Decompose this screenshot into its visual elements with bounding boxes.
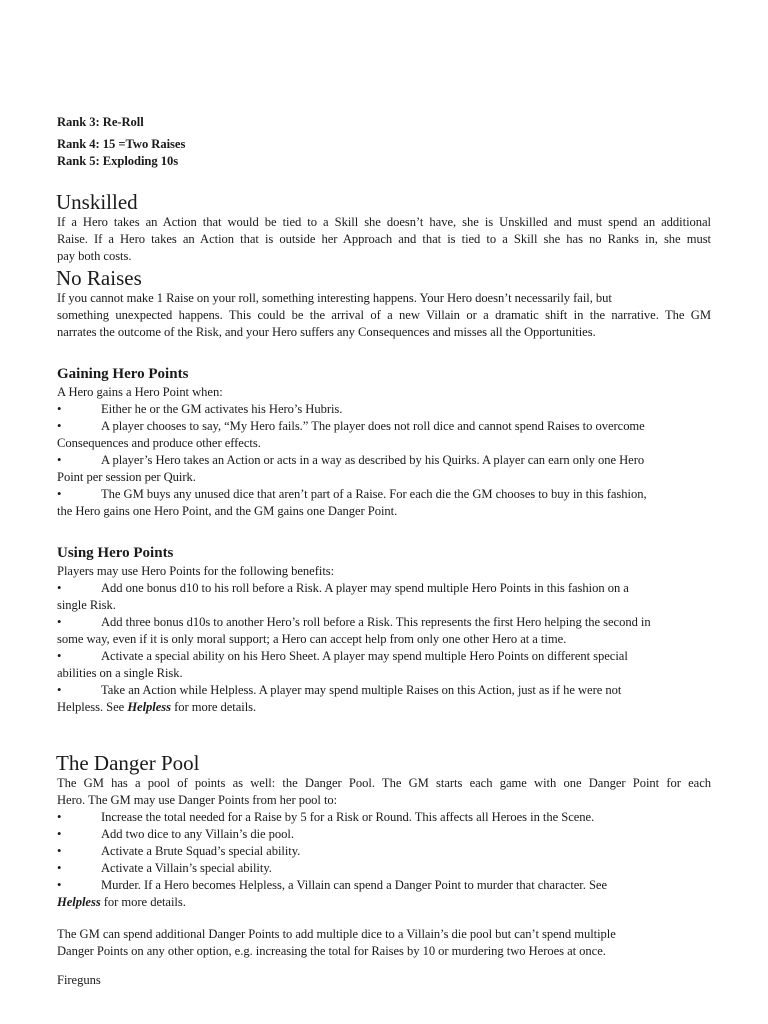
gaining-bullet-3: [57, 452, 711, 469]
bullet-icon: •: [57, 419, 62, 433]
unskilled-heading: Unskilled: [56, 190, 138, 214]
using-bullet-1: [57, 580, 711, 597]
danger-bullet-1: [57, 809, 711, 826]
danger-bullet-2-text: Add two dice to any Villain’s die pool.: [101, 827, 294, 841]
no-raises-line-3: narrates the outcome of the Risk, and your Hero suffers any Consequences and misses all the Opportunities.: [57, 325, 596, 339]
danger-bullet-5: [57, 877, 711, 894]
using-bullet-4: [57, 682, 711, 699]
danger-pool-heading: The Danger Pool: [56, 751, 200, 775]
danger-bullet-1-text: Increase the total needed for a Raise by 5 for a Risk or Round. This affects all Heroes in the Scene.: [101, 810, 595, 824]
using-bullet-3-text: Activate a special ability on his Hero Sheet. A player may spend multiple Hero Points on different special: [101, 649, 628, 663]
helpless-details-text: for more details.: [100, 895, 186, 909]
bullet-icon: •: [57, 615, 62, 629]
helpless-see-text: Helpless. See: [57, 700, 128, 714]
using-bullet-2-text: Add three bonus d10s to another Hero’s roll before a Risk. This represents the first Hero helping the second in: [101, 615, 651, 629]
danger-bullet-4-text: Activate a Villain’s special ability.: [101, 861, 272, 875]
using-intro: Players may use Hero Points for the following benefits:: [57, 564, 335, 578]
gaining-bullet-2-cont: Consequences and produce other effects.: [57, 436, 261, 450]
bullet-icon: •: [57, 581, 62, 595]
using-hero-points-heading: Using Hero Points: [57, 545, 174, 561]
bullet-icon: •: [57, 487, 62, 501]
danger-bullet-3-text: Activate a Brute Squad’s special ability.: [101, 844, 301, 858]
bullet-icon: •: [57, 683, 62, 697]
gaining-bullet-4-cont: the Hero gains one Hero Point, and the GM gains one Danger Point.: [57, 504, 398, 518]
danger-bullet-5-cont: [57, 894, 711, 911]
helpless-details-text: for more details.: [171, 700, 257, 714]
using-bullet-4-text: Take an Action while Helpless. A player may spend multiple Raises on this Action, just as if he were not: [101, 683, 622, 697]
bullet-icon: •: [57, 878, 62, 892]
helpless-reference[interactable]: Helpless: [127, 700, 171, 714]
gaining-bullet-2: [57, 418, 711, 435]
using-bullet-2: [57, 614, 711, 631]
bullet-icon: •: [57, 810, 62, 824]
gaining-bullet-1: [57, 401, 711, 418]
bullet-icon: •: [57, 649, 62, 663]
danger-bullet-5-text: Murder. If a Hero becomes Helpless, a Villain can spend a Danger Point to murder that character. See: [101, 878, 607, 892]
bullet-icon: •: [57, 861, 62, 875]
danger-bullet-4: [57, 860, 711, 877]
gaining-bullet-4-text: The GM buys any unused dice that aren’t part of a Raise. For each die the GM chooses to buy in this fashion,: [101, 487, 647, 501]
bullet-icon: •: [57, 827, 62, 841]
gaining-bullet-1-text: Either he or the GM activates his Hero’s Hubris.: [101, 402, 343, 416]
danger-line-2: Hero. The GM may use Danger Points from her pool to:: [57, 793, 338, 807]
danger-para2-line-1: The GM can spend additional Danger Points to add multiple dice to a Villain’s die pool but can’t spend multiple: [57, 927, 616, 941]
using-bullet-1-text: Add one bonus d10 to his roll before a Risk. A player may spend multiple Hero Points in this fashion on a: [101, 581, 629, 595]
helpless-reference[interactable]: Helpless: [57, 895, 101, 909]
gaining-hero-points-heading: Gaining Hero Points: [57, 366, 189, 382]
unskilled-line-3: pay both costs.: [57, 249, 132, 263]
danger-bullet-2: [57, 826, 711, 843]
no-raises-line-1: If you cannot make 1 Raise on your roll, something interesting happens. Your Hero doesn’t necessarily fail, but: [57, 291, 612, 305]
unskilled-line-1: If a Hero takes an Action that would be tied to a Skill she doesn’t have, she is Unskilled and must spend an additional: [57, 215, 711, 229]
fireguns-line: Fireguns: [57, 973, 101, 987]
using-bullet-3: [57, 648, 711, 665]
gaining-bullet-2-text: A player chooses to say, “My Hero fails.” The player does not roll dice and cannot spend Raises to overcome: [101, 419, 645, 433]
gaining-intro: A Hero gains a Hero Point when:: [57, 385, 223, 399]
unskilled-line-2: Raise. If a Hero takes an Action that is outside her Approach and that is tied to a Skill she has no Ranks in, she must: [57, 232, 711, 246]
using-bullet-4-cont: [57, 699, 711, 716]
using-bullet-3-cont: abilities on a single Risk.: [57, 666, 183, 680]
bullet-icon: •: [57, 844, 62, 858]
bullet-icon: •: [57, 402, 62, 416]
using-bullet-1-cont: single Risk.: [57, 598, 116, 612]
rank-4-line: Rank 4: 15 =Two Raises: [57, 137, 186, 151]
no-raises-line-2: something unexpected happens. This could be the arrival of a new Villain or a dramatic shift in the narrative. The GM: [57, 308, 711, 322]
danger-line-1: The GM has a pool of points as well: the Danger Pool. The GM starts each game with one Danger Point for each: [57, 776, 711, 790]
danger-para2-line-2: Danger Points on any other option, e.g. increasing the total for Raises by 10 or murdering two Heroes at once.: [57, 944, 606, 958]
gaining-bullet-3-text: A player’s Hero takes an Action or acts in a way as described by his Quirks. A player can earn only one Hero: [101, 453, 645, 467]
danger-bullet-3: [57, 843, 711, 860]
no-raises-heading: No Raises: [56, 266, 142, 290]
rank-5-line: Rank 5: Exploding 10s: [57, 154, 179, 168]
gaining-bullet-3-cont: Point per session per Quirk.: [57, 470, 196, 484]
gaining-bullet-4: [57, 486, 711, 503]
using-bullet-2-cont: some way, even if it is only moral support; a Hero can accept help from only one other Hero at a time.: [57, 632, 567, 646]
rank-3-line: Rank 3: Re-Roll: [57, 115, 144, 129]
bullet-icon: •: [57, 453, 62, 467]
